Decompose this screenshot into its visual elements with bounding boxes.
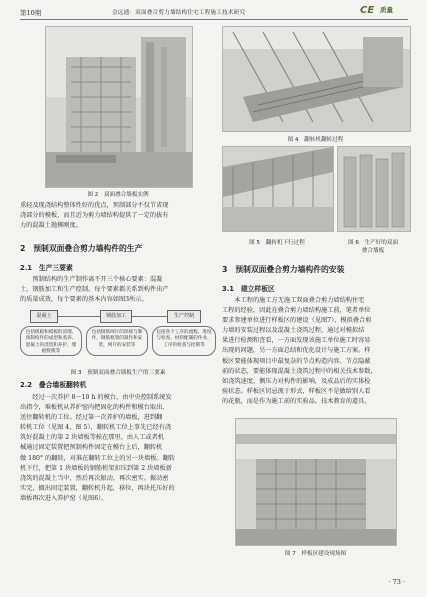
figure-7-caption: 图 7 样板区建设现场图: [284, 551, 347, 557]
text-line: 送往翻转机的工位。经过第一次养护的墙板，进到翻: [20, 414, 163, 422]
text-line: 筑好混凝土的第 2 块墙板等候在那里。由人工或者机: [20, 434, 164, 442]
text-line: 如浇筑速度、侧压力对构件的影响，及成品后的实体检: [222, 377, 371, 385]
section-3-heading: 3 预制双面叠合剪力墙构件的安装: [222, 265, 345, 274]
section-2-heading: 2 预制双面叠合剪力墙构件的生产: [20, 244, 143, 253]
text-line: 实完，撤出固定装置，翻转机升起，移位，再块托压好的: [20, 484, 175, 492]
text-line: 工程的经验，因此在叠合剪力墙结构施工前，笔者单位: [222, 307, 371, 315]
text-line: 力的混凝土抛掷刚度。: [20, 222, 82, 230]
figure-2-caption: 图 2 双面叠合墙板实例: [87, 192, 149, 198]
text-line: 机下行，把第 1 块墙板的钢筋桁架扣压到第 2 块墙板新: [20, 464, 172, 472]
text-line: 浇部分的模板，而且近为剪力墙结构提供了一定的拔有: [20, 212, 169, 220]
text-line: 本工程的施工方无施工双面叠合剪力墙结构住宅: [234, 297, 365, 304]
figure-4-caption: 图 4 翻转机翻转过程: [287, 137, 344, 143]
figure-6-caption: [337, 238, 409, 254]
figure-5-caption: 图 5 翻转机下行过程: [249, 240, 305, 246]
issue-label: 第10期: [20, 9, 42, 17]
text-line: 的花瓶，而是作为施工前的实验品、技术教育的道具。: [222, 397, 371, 405]
figure-6-caption-line: 叠合墙板: [361, 248, 385, 254]
text-line: 要求参建单位进行样板区的建设（见图7），模拟叠合剪: [222, 317, 372, 325]
text-line: 重轻及现浇结构整体性好的优点，预制部分不仅节省现: [20, 202, 169, 209]
text-line: 墙板再次进入养护窑（见图6）。: [20, 494, 108, 502]
page-number: · 73 ·: [388, 578, 405, 586]
figure-3-caption: 图 3 预制双面叠合墙板生产的三要素: [70, 370, 166, 376]
text-line: 械通过固定装置把预制构件固定在模台上后，翻转机: [20, 444, 163, 452]
journal-logo: [358, 4, 410, 20]
text-line: 转机工位（见图 4，图 5），翻转机工位上事先已经有浇: [20, 424, 172, 432]
text-line: 出现的问题，另一方面总结和优化设计与施工方案。样: [222, 347, 371, 355]
flow-desc-control: 包括各个工序的流程、进度与检查、材料配制的作业、工序的检查与控制等: [152, 326, 216, 356]
text-line: 土、钢筋加工和生产控制，每个要素都关系到构件出产: [20, 286, 169, 294]
section-3-1-paragraph: [222, 296, 409, 407]
flow-desc-concrete: 包括模板和模板的清理、预制构件的成型和蒸养、混凝土的浇筑和养护，墙板脱模等: [20, 326, 82, 356]
figure-4-photo: [222, 26, 411, 132]
text-line: 前的状态，要能体现混凝土浇筑过程中的相关技术参数，: [222, 367, 377, 375]
text-line: 出指令，堆板机从养护窑内把固化的构件和模台取出，: [20, 404, 169, 412]
logo-sub: 质量: [380, 6, 393, 14]
figure-3-diagram: [20, 310, 216, 365]
text-line: 板区要能体现项目中最复杂的节点构造内容、节点隐蔽: [222, 357, 371, 365]
flow-desc-rebar: 包括钢筋网片的焊接与制作，钢筋框架的制作和安装，网片的安装等: [86, 326, 148, 356]
figure-6-caption-line: 图 6 生产好的双面: [347, 240, 399, 246]
figure-2-photo: [45, 26, 193, 188]
text-line: 经过一次养护 8～10 h 的模台，由中央控制系统发: [32, 394, 172, 401]
text-line: 的质量成效，每个要素的基本内容如图3所示。: [20, 296, 148, 304]
logo-mark: CE: [360, 5, 375, 16]
figure-5-photo: [222, 146, 334, 232]
running-title: 会远通：双面叠合剪力墙结构住宅工程施工技术研究: [112, 10, 246, 16]
text-line: 预制结构的生产制作离不开三个核心要素：混凝: [32, 276, 163, 283]
flow-node-control: 生产控制: [167, 310, 201, 323]
section-2-2-heading: 2.2 叠合墙板翻转机: [20, 381, 87, 389]
flow-node-concrete: 混凝土: [30, 310, 58, 323]
flow-node-rebar: 钢筋加工: [100, 310, 132, 323]
text-line: 做 180° 的翻转，对准在翻转工位上的另一块墙板。翻转: [20, 454, 175, 462]
section-3-1-heading: 3.1 建立样板区: [222, 285, 275, 293]
header-rule: [20, 19, 408, 20]
text-line: 果进行检测和查看，一方面发现该施工单位施工时容易: [222, 337, 371, 345]
text-line: 验状态。样板区切忌流于形式，样板区不是做给别人看: [222, 387, 371, 395]
intro-paragraph: [20, 201, 216, 231]
section-2-1-paragraph: [20, 275, 216, 305]
text-line: 力墙的安装过程以及混凝土浇筑过程，通过对模拟结: [222, 327, 365, 335]
figure-7-photo: [235, 418, 397, 546]
section-2-2-paragraph: [20, 393, 216, 504]
figure-6-photo: [337, 146, 411, 232]
section-2-1-heading: 2.1 生产三要素: [20, 264, 73, 272]
text-line: 浇筑的混凝土当中，然后再次振动，再次密实。振动密: [20, 474, 169, 482]
